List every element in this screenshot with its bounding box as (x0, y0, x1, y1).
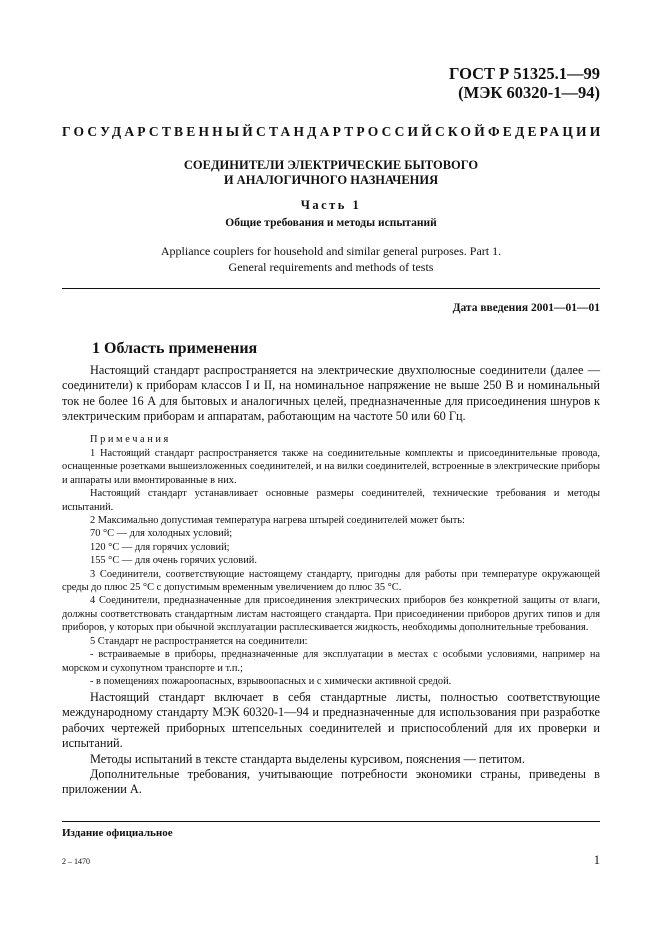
paragraph: Настоящий стандарт распространяется на электрические двухполюсные соединители (далее — соединители) к приборам классов I и II, на номинальное напряжение не выше 250 В и номинальный ток не более 16 А для бытовых и аналогичных целей, предназначенные для присоединения шнуров к электрическим приборам и аппаратам, работающим на частоте 50 или 60 Гц. (62, 363, 600, 424)
note-item: - встраиваемые в приборы, предназначенные для эксплуатации в местах с особыми условиями, например на морском и сухопутном транспорте и т.п.; (62, 649, 600, 674)
title-line: И АНАЛОГИЧНОГО НАЗНАЧЕНИЯ (223, 173, 439, 187)
standard-code: ГОСТ Р 51325.1—99 (449, 64, 600, 83)
paragraph: Дополнительные требования, учитывающие потребности экономики страны, приведены в приложении А. (62, 767, 600, 797)
document-title (62, 158, 600, 188)
note-item: 155 °С — для очень горячих условий. (90, 555, 257, 567)
banner-word: РОССИЙСКОЙ (356, 124, 488, 139)
section-heading: 1 Область применения (92, 340, 258, 357)
paragraph: Настоящий стандарт включает в себя стандартные листы, полностью соответствующие международному стандарту МЭК 60320-1—94 и предназначенные для использования при разработке рабочих чертежей приборных штепсельных соединителей и приспособлений для их проверки и испытаний. (62, 690, 600, 751)
gov-standard-banner (62, 124, 604, 140)
notes-block (62, 447, 600, 688)
iec-code: (МЭК 60320-1—94) (458, 83, 600, 102)
english-title-line: Appliance couplers for household and similar general purposes. Part 1. (160, 244, 502, 258)
banner-word: ФЕДЕРАЦИИ (487, 124, 604, 139)
title-divider (62, 288, 600, 289)
page-number: 1 (593, 853, 600, 867)
english-title (62, 243, 600, 275)
english-title-line: General requirements and methods of tests (228, 260, 434, 274)
banner-word: ГОСУДАРСТВЕННЫЙ (62, 124, 257, 139)
introduction-date: Дата введения 2001—01—01 (452, 302, 600, 314)
note-item: 2 Максимально допустимая температура нагрева штырей соединителей может быть: (90, 515, 465, 527)
note-item: 4 Соединители, предназначенные для присоединения электрических приборов без конкретной защиты от влаги, должны соответствовать стандартным листам настоящего стандарта. При присоединении приборов других типов и для приборов, у которых при обычной эксплуатации расплескивается жидкость, необходимы дополнительные требования. (62, 595, 600, 634)
part-subtitle: Общие требования и методы испытаний (225, 217, 437, 229)
title-line: СОЕДИНИТЕЛИ ЭЛЕКТРИЧЕСКИЕ БЫТОВОГО (183, 158, 479, 172)
note-item: 5 Стандарт не распространяется на соединители: (90, 635, 308, 647)
banner-word: СТАНДАРТ (256, 124, 357, 139)
note-item: 120 °С — для горячих условий; (90, 541, 230, 553)
notes-heading: Примечания (90, 434, 171, 445)
note-item: 3 Соединители, соответствующие настоящему стандарту, пригодны для работы при температуре окружающей среды до плюс 25 °С с допустимым временным увеличением до плюс 35 °С. (62, 568, 600, 594)
part-label: Часть 1 (300, 198, 362, 212)
scope-paragraph (62, 363, 600, 425)
closing-paragraphs (62, 690, 600, 798)
edition-label: Издание официальное (62, 827, 173, 839)
note-item: Настоящий стандарт устанавливает основные размеры соединителей, технические требования и методы испытаний. (62, 488, 600, 513)
note-item: 1 Настоящий стандарт распространяется также на соединительные комплекты и присоединительные провода, оснащенные розетками вышеизложенных соединителей, и на вилки соединителей, встроенные в электрические приборы и аппараты или вмонтированные в них. (62, 448, 600, 486)
note-item: - в помещениях пожароопасных, взрывоопасных и с химически активной средой. (90, 675, 452, 687)
note-item: 70 °С — для холодных условий; (90, 528, 233, 540)
print-code: 2 – 1470 (62, 857, 90, 866)
paragraph: Методы испытаний в тексте стандарта выделены курсивом, пояснения — петитом. (90, 751, 525, 766)
standard-code-block (449, 64, 600, 102)
footer-divider (62, 821, 600, 822)
